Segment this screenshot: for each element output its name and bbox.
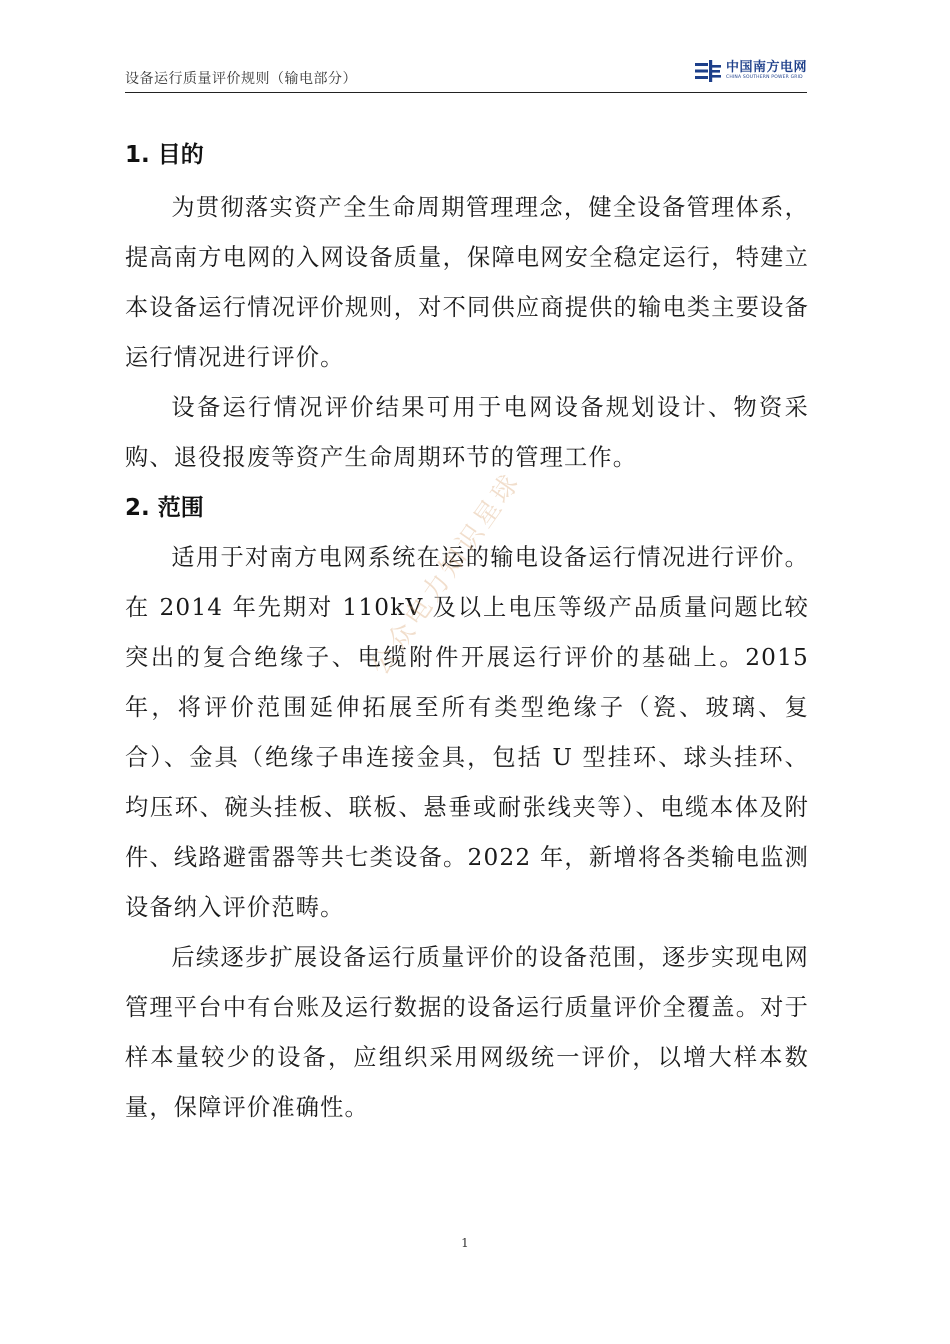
paragraph: 设备运行情况评价结果可用于电网设备规划设计、物资采购、退役报废等资产生命周期环节的管理工作。 xyxy=(125,394,809,471)
section-heading-scope: 2. 范围 xyxy=(125,495,204,521)
page-header xyxy=(125,58,807,93)
csg-logo-icon xyxy=(695,60,721,82)
paragraph: 为贯彻落实资产全生命周期管理理念，健全设备管理体系，提高南方电网的入网设备质量，保障电网安全稳定运行，特建立本设备运行情况评价规则，对不同供应商提供的输电类主要设备运行情况进行评价。 xyxy=(125,194,809,371)
watermark: 公众电力知识星球 xyxy=(364,466,528,681)
paragraph: 适用于对南方电网系统在运的输电设备运行情况进行评价。在 2014 年先期对 110kV 及以上电压等级产品质量问题比较突出的复合绝缘子、电缆附件开展运行评价的基础上。2015 年，将评价范围延伸拓展至所有类型绝缘子（瓷、玻璃、复合）、金具（绝缘子串连接金具，包括 U 型挂环、球头挂环、均压环、碗头挂板、联板、悬垂或耐张线夹等）、电缆本体及附件、线路避雷器等共七类设备。2022 年，新增将各类输电监测设备纳入评价范畴。 xyxy=(125,544,809,921)
page-number: 1 xyxy=(461,1236,469,1250)
document-title: 设备运行质量评价规则（输电部分） xyxy=(125,71,357,87)
section-heading-purpose: 1. 目的 xyxy=(125,142,204,168)
company-logo xyxy=(695,60,807,82)
logo-name-cn: 中国南方电网 xyxy=(725,60,807,76)
logo-name-en: CHINA SOUTHERN POWER GRID xyxy=(725,75,803,81)
document-body xyxy=(125,130,809,1133)
paragraph: 后续逐步扩展设备运行质量评价的设备范围，逐步实现电网管理平台中有台账及运行数据的设备运行质量评价全覆盖。对于样本量较少的设备，应组织采用网级统一评价，以增大样本数量，保障评价准确性。 xyxy=(125,944,809,1121)
